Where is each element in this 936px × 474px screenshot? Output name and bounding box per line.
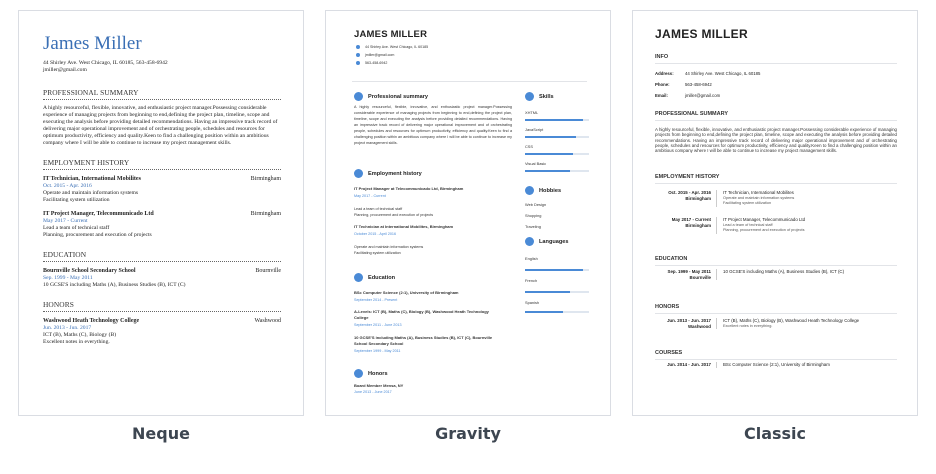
trophy-icon xyxy=(354,369,363,378)
entry-line: Planning, procurement and execution of projects xyxy=(723,228,805,233)
heading-text: Skills xyxy=(539,93,554,100)
entry-line: Planning, procurement and execution of projects xyxy=(354,213,434,217)
language-bar xyxy=(525,269,589,271)
employment-entry xyxy=(655,190,897,207)
entry-place: Washwood xyxy=(687,323,711,329)
entry-line: Lead a team of technical staff xyxy=(354,207,403,211)
info-key: Phone: xyxy=(655,82,670,87)
skill-bar xyxy=(525,119,589,121)
summary-text: A highly resourceful, flexible, innovative, and enthusiastic project manager.Possessing considerable experience of managing projects from beginning to end,defining the project plan, timeline, scope and executing the analysis before providing detailed recommendations. Having an impressive track record of delivering major operational improvement and of orchestrating people, schedules and resources for optimum productivity, efficiency and quality.Keen to find a challenging position within an ambitious company where I will be able to continue to increase my project management skills. xyxy=(655,127,897,154)
section-heading-education: EDUCATION xyxy=(43,250,87,260)
resume-name: James Miller xyxy=(43,33,142,54)
skill-bar-fill xyxy=(525,153,573,155)
section-divider xyxy=(655,120,897,121)
section-divider xyxy=(655,359,897,360)
hobby-item: Shopping xyxy=(525,213,542,218)
section-heading-employment: EMPLOYMENT HISTORY xyxy=(43,158,130,168)
skill-bar xyxy=(525,136,589,138)
resume-name: JAMES MILLER xyxy=(354,29,428,40)
language-bar-fill xyxy=(525,291,570,293)
section-divider xyxy=(43,311,281,312)
language-name: English xyxy=(525,256,538,261)
info-value: jmiller@gmail.com xyxy=(685,93,721,98)
section-divider xyxy=(43,169,281,170)
entry-dates: September 1999 - May 2011 xyxy=(354,349,401,353)
section-heading-courses: COURSES xyxy=(655,350,683,356)
entry-line: Facilitating system utilization xyxy=(43,197,110,204)
address-text: 44 Shirley Ave. West Chicago, IL 60185 xyxy=(365,45,429,49)
skill-bar-fill xyxy=(525,136,576,138)
heading-text: Professional summary xyxy=(368,93,429,100)
heading-text: Hobbies xyxy=(539,187,562,194)
info-row xyxy=(655,82,712,87)
entry-title: BSc Computer Science (2:1), University of Birmingham xyxy=(723,362,830,367)
entry-title: A-Levels: ICT (B), Maths (C), Biology (B), Washwood Heath Technology College xyxy=(354,309,489,320)
heading-text: Employment history xyxy=(368,170,422,177)
entry-dates: Oct. 2015 - Apr. 2016 xyxy=(668,190,711,195)
skills-icon xyxy=(525,92,534,101)
entry-dates: Jun. 2013 - Jun. 2017 xyxy=(667,318,711,323)
entry-dates: September 2014 - Present xyxy=(354,298,398,302)
language-bar xyxy=(525,311,589,313)
entry-line: Lead a team of technical staff xyxy=(43,225,110,232)
section-heading-employment xyxy=(354,169,422,178)
employment-entry xyxy=(655,217,897,234)
entry-place: Birmingham xyxy=(250,211,281,218)
hobby-item: Web Design xyxy=(525,202,547,207)
email-icon xyxy=(356,53,360,57)
section-heading-info: INFO xyxy=(655,54,669,60)
employment-entry xyxy=(43,175,281,204)
resume-name: JAMES MILLER xyxy=(655,27,748,41)
template-card-gravity[interactable] xyxy=(325,10,611,416)
entry-line: Planning, procurement and execution of projects xyxy=(43,232,152,239)
entry-dates: May 2017 - Current xyxy=(671,217,711,222)
entry-dates: Sep. 1999 - May 2011 xyxy=(667,269,711,274)
skill-name: Visual Basic xyxy=(525,161,547,166)
entry-dates: June 2013 - June 2017 xyxy=(354,390,392,394)
language-bar-fill xyxy=(525,311,563,313)
entry-line: Operate and maintain information systems xyxy=(43,190,139,197)
language-name: French xyxy=(525,278,538,283)
section-heading-employment: EMPLOYMENT HISTORY xyxy=(655,174,720,180)
entry-line: ICT (B), Maths (C), Biology (B) xyxy=(43,332,117,339)
section-heading-summary: PROFESSIONAL SUMMARY xyxy=(655,111,729,117)
entry-dates: Jun. 2013 - Jun. 2017 xyxy=(43,325,92,332)
entry-title: Bournville School Secondary School xyxy=(43,268,136,275)
entry-title: IT Project Manager at Telecommunicado Ltd, Birmingham xyxy=(354,186,464,191)
entry-title: 10 GCSE'S including Maths (A), Business Studies (B), ICT (C), Bournville School Secondary School xyxy=(354,335,493,346)
globe-icon xyxy=(525,237,534,246)
section-divider xyxy=(655,183,897,184)
section-divider xyxy=(655,63,897,64)
entry-line: Operate and maintain information systems xyxy=(354,245,424,249)
entry-line: Lead a team of technical staff xyxy=(723,222,773,227)
resume-address: 44 Shirley Ave. West Chicago, IL 60185, 563-458-6942 xyxy=(43,60,168,66)
entry-title: IT Project Manager, Telecommunicado Ltd xyxy=(723,217,806,222)
language-bar xyxy=(525,291,589,293)
heading-text: Languages xyxy=(539,238,569,245)
section-heading-honors: HONORS xyxy=(655,304,680,310)
entry-title: IT Technician at International Mobilites, Birmingham xyxy=(354,224,454,229)
skill-bar xyxy=(525,170,589,172)
section-divider xyxy=(655,265,897,266)
entry-title: ICT (B), Maths (C), Biology (B), Washwood Heath Technology College xyxy=(723,318,860,323)
info-value: 44 Shirley Ave. West Chicago, IL 60185 xyxy=(685,71,761,76)
language-bar-fill xyxy=(525,269,583,271)
skill-bar-fill xyxy=(525,119,583,121)
contact-phone xyxy=(356,61,387,65)
honors-entry xyxy=(43,317,281,346)
section-divider xyxy=(655,313,897,314)
entry-line: Facilitating system utilization xyxy=(723,201,772,206)
section-heading-education: EDUCATION xyxy=(655,256,688,262)
info-value: 563-458-6942 xyxy=(685,82,712,87)
header-divider xyxy=(352,81,587,82)
hobby-item: Traveling xyxy=(525,224,541,229)
entry-title: BSc Computer Science (2:1), University of Birmingham xyxy=(354,290,459,295)
resume-email: jmiller@gmail.com xyxy=(43,67,87,74)
entry-place: Birmingham xyxy=(685,195,711,201)
entry-place: Birmingham xyxy=(685,222,711,228)
section-heading-summary xyxy=(354,92,428,101)
entry-title: 10 GCSE'S including Maths (A), Business Studies (B), ICT (C) xyxy=(723,269,845,274)
entry-title: IT Technician, International Mobilites xyxy=(43,176,141,183)
honors-entry xyxy=(655,318,897,329)
entry-dates: Sep. 1999 - May 2011 xyxy=(43,275,93,282)
section-heading-summary: PROFESSIONAL SUMMARY xyxy=(43,88,139,98)
contact-address xyxy=(356,45,428,49)
location-icon xyxy=(356,45,360,49)
entry-dates: Oct. 2015 - Apr. 2016 xyxy=(43,183,92,190)
section-divider xyxy=(43,261,281,262)
entry-title: Washwood Heath Technology College xyxy=(43,318,140,325)
briefcase-icon xyxy=(354,169,363,178)
heading-text: Education xyxy=(368,274,396,281)
education-entry xyxy=(655,269,897,280)
employment-entry xyxy=(43,210,281,239)
section-heading-honors xyxy=(354,369,388,378)
contact-email xyxy=(356,53,394,57)
template-card-classic[interactable] xyxy=(632,10,918,416)
entry-dates: May 2017 - Current xyxy=(354,194,386,198)
section-heading-honors: HONORS xyxy=(43,300,74,310)
entry-line: Facilitating system utilization xyxy=(354,251,401,255)
course-entry xyxy=(655,362,897,368)
skill-name: JavaScript xyxy=(525,127,544,132)
entry-line: Operate and maintain information systems xyxy=(723,195,795,200)
summary-icon xyxy=(354,92,363,101)
entry-line: Excellent notes in everything. xyxy=(723,323,773,328)
entry-place: Washwood xyxy=(254,318,281,325)
entry-title: IT Project Manager, Telecommunicado Ltd xyxy=(43,211,154,218)
skill-bar xyxy=(525,153,589,155)
info-key: Address: xyxy=(655,71,674,76)
template-card-neque[interactable] xyxy=(18,10,304,416)
section-heading-education xyxy=(354,273,395,282)
skill-bar-fill xyxy=(525,170,570,172)
entry-dates: May 2017 - Current xyxy=(43,218,88,225)
entry-place: Bournville xyxy=(255,268,281,275)
hobbies-icon xyxy=(525,186,534,195)
template-caption-classic[interactable]: Classic xyxy=(743,424,807,443)
info-row xyxy=(655,71,760,76)
info-row xyxy=(655,93,720,98)
entry-place: Birmingham xyxy=(250,176,281,183)
skill-name: CSS xyxy=(525,144,533,149)
entry-title: IT Technician, International Mobilites xyxy=(723,190,794,195)
section-heading-languages xyxy=(525,237,569,246)
language-name: Spanish xyxy=(525,300,540,305)
heading-text: Honors xyxy=(368,370,388,377)
email-text: jmiller@gmail.com xyxy=(365,53,395,57)
skill-name: XHTML xyxy=(525,110,539,115)
section-divider xyxy=(43,99,281,100)
phone-icon xyxy=(356,61,360,65)
section-heading-skills xyxy=(525,92,554,101)
template-caption-gravity[interactable]: Gravity xyxy=(435,424,501,443)
entry-title: Board Member Mensa, NY xyxy=(354,383,404,388)
entry-dates: Jun. 2014 - Jun. 2017 xyxy=(667,362,711,367)
entry-line: Excellent notes in everything. xyxy=(43,339,110,346)
summary-text: A highly resourceful, flexible, innovative, and enthusiastic project manager.Possessing considerable experience of managing projects from beginning to end,defining the project plan, timeline, scope and executing the analysis before providing detailed recommendations. Having an impressive track record of delivering major operational improvement and of orchestrating people, schedules and resources for optimum productivity, efficiency and quality.Keen to find a challenging position within an ambitious company where I will be able to continue to increase my project management skills. xyxy=(43,105,278,147)
template-caption-neque[interactable]: Neque xyxy=(132,424,190,443)
education-entry xyxy=(43,267,281,289)
entry-dates: October 2015 - April 2016 xyxy=(354,232,397,236)
entry-dates: September 2011 - June 2013 xyxy=(354,323,402,327)
entry-line: 10 GCSE'S including Maths (A), Business Studies (B), ICT (C) xyxy=(43,282,186,289)
summary-text: A highly resourceful, flexible, innovative, and enthusiastic project manager.Possessing considerable experience of managing projects from beginning to end,defining the project plan, timeline, scope and executing the analysis before providing detailed recommendations. Having an impressive track record of delivering major operational improvement and of orchestrating people, schedules and resources for optimum productivity, efficiency and quality.Keen to find a challenging position within an ambitious company where I will be able to continue to increase my project management skills. xyxy=(354,105,512,145)
phone-text: 563-458-6942 xyxy=(365,61,388,65)
entry-place: Bournville xyxy=(689,274,711,280)
info-key: Email: xyxy=(655,93,668,98)
section-heading-hobbies xyxy=(525,186,561,195)
graduation-cap-icon xyxy=(354,273,363,282)
